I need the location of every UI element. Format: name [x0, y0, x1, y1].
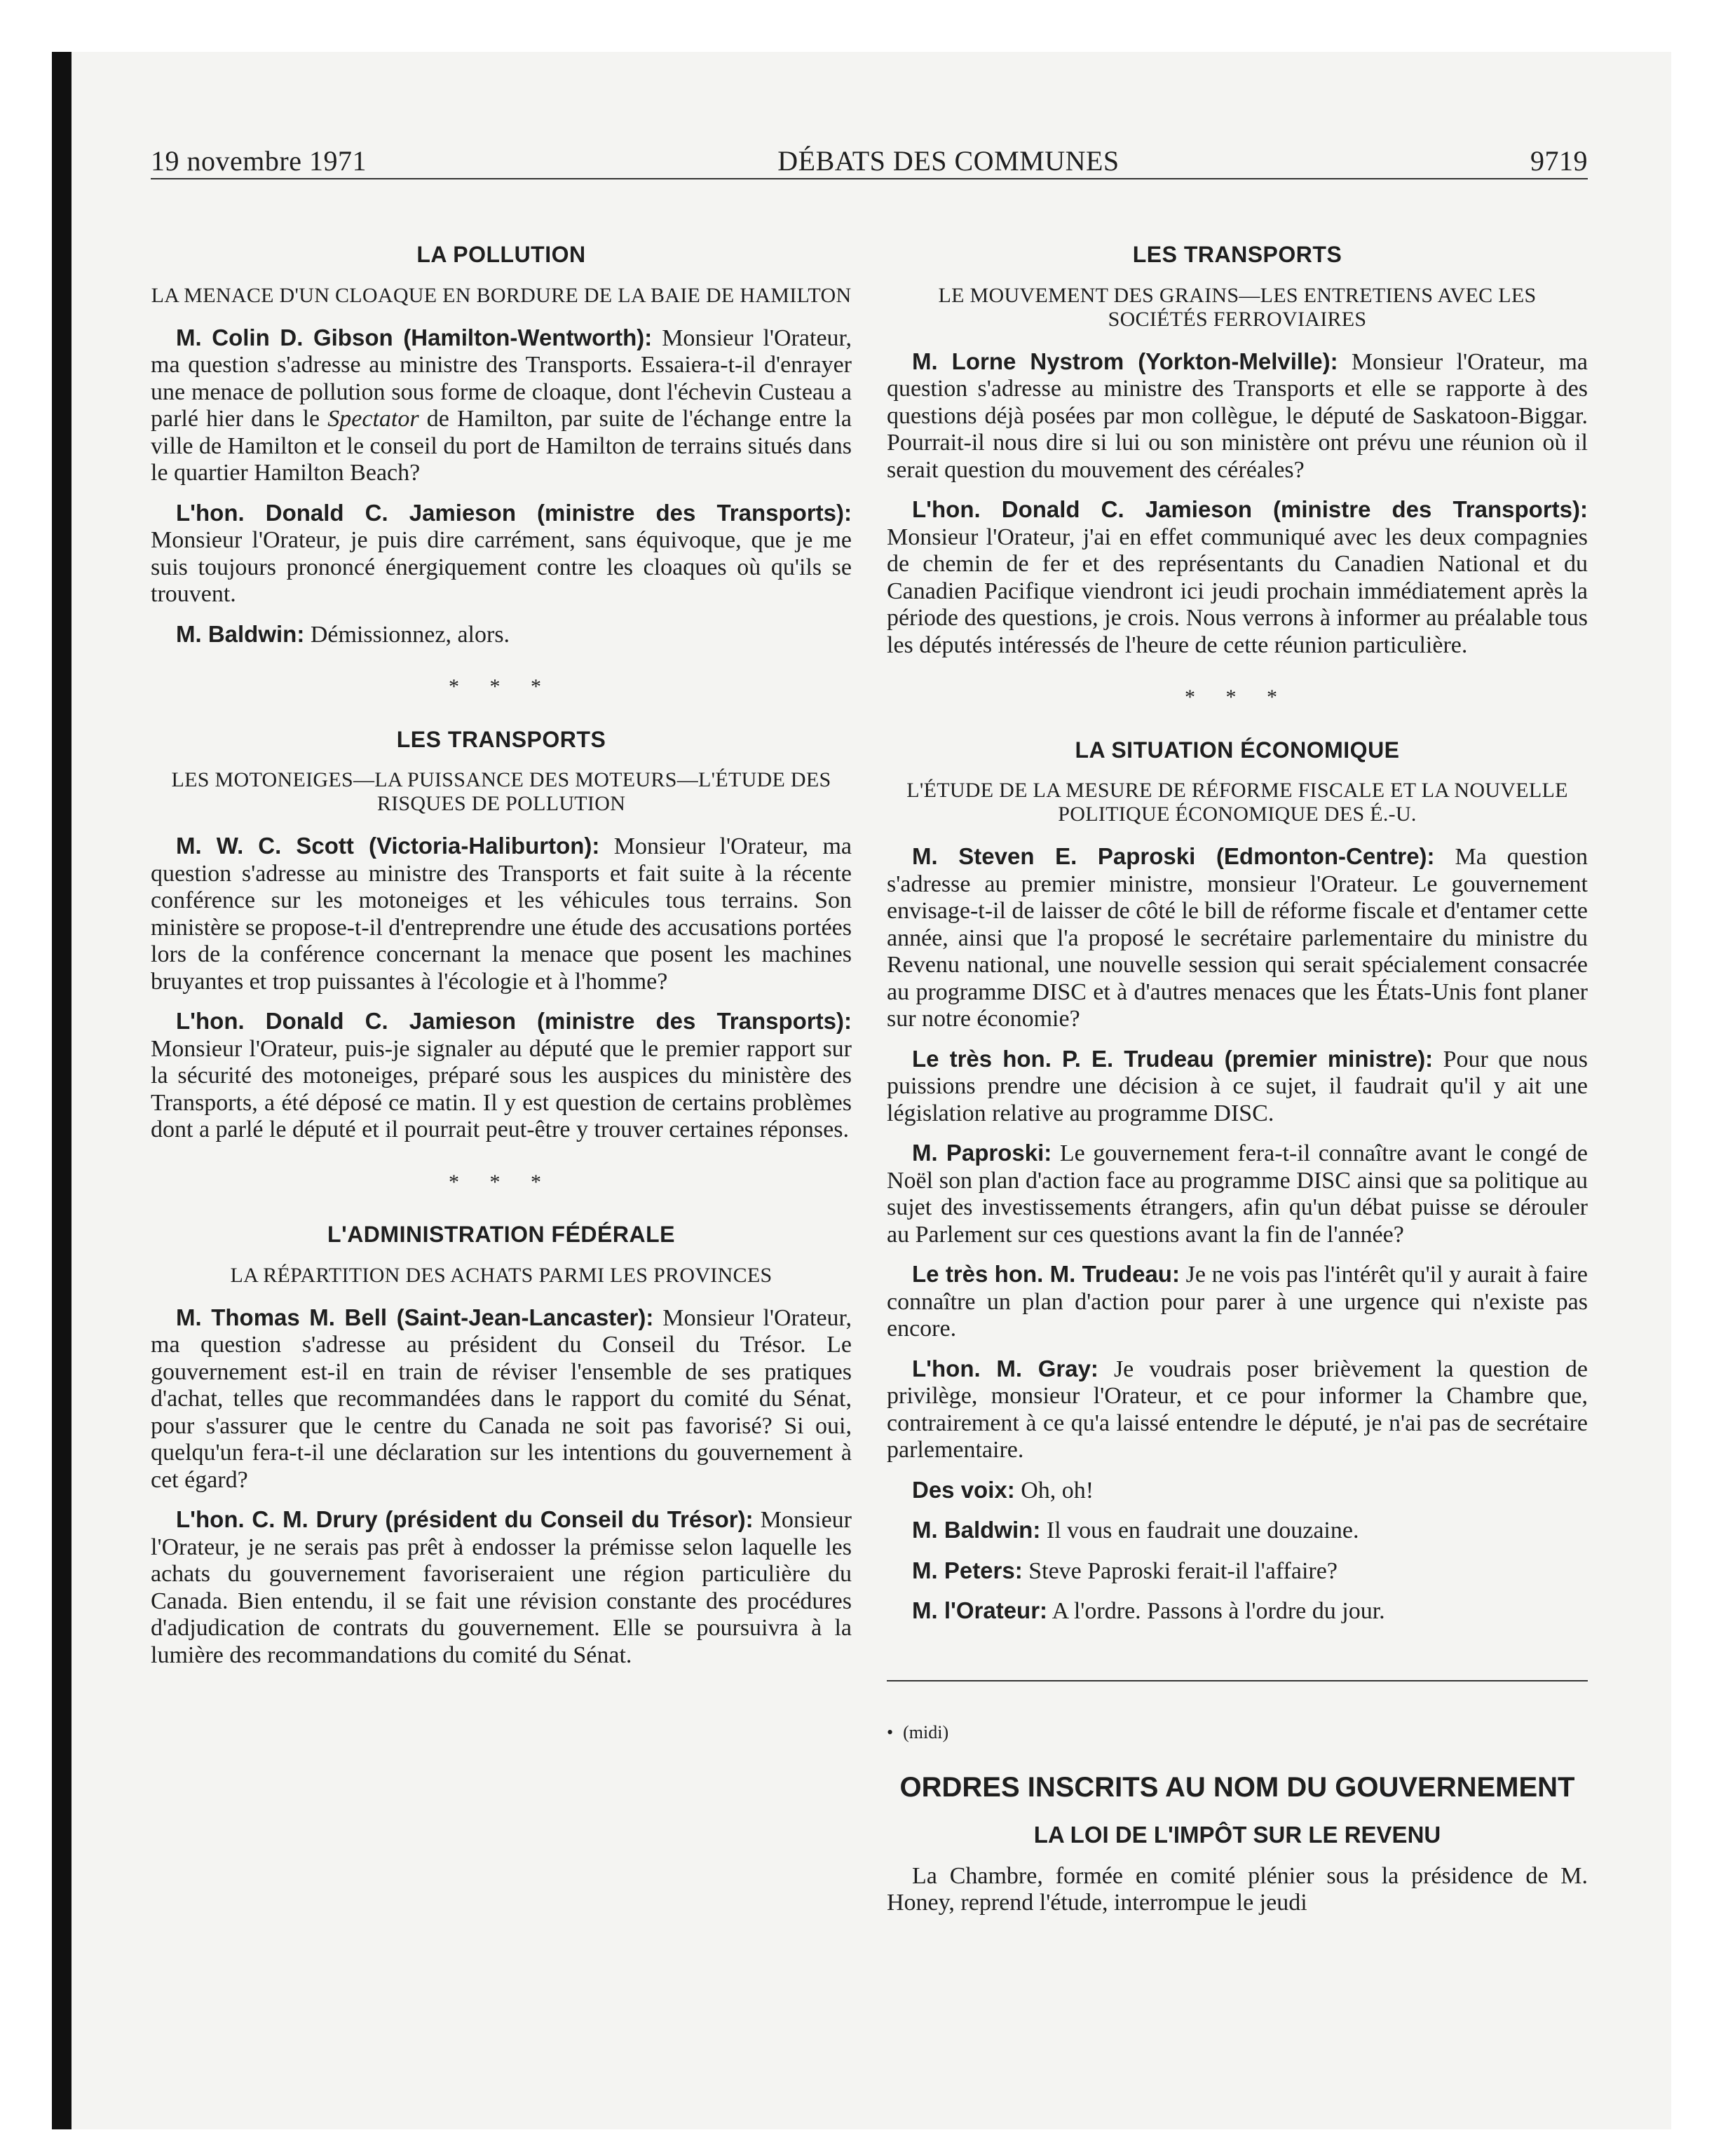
orders-title: ORDRES INSCRITS AU NOM DU GOUVERNEMENT	[899, 1772, 1575, 1803]
bullet-icon: •	[887, 1721, 894, 1742]
speaker: M. Steven E. Paproski (Edmonton-Centre):	[912, 843, 1435, 869]
law-title: LA LOI DE L'IMPÔT SUR LE REVENU	[1033, 1822, 1441, 1848]
paragraph: M. Steven E. Paproski (Edmonton-Centre): Ma question s'adresse au premier ministre, monsieur l'Orateur. Le gouvernement envisage-t-il de laisser de côté le bill de réforme fiscale et d'entamer cette année, ainsi que l'a proposé le secrétaire parlementaire du ministre du Revenu national, une nouvelle session qui serait spécialement consacrée au programme DISC et à d'autres menaces que les États-Unis font planer sur notre économie?	[887, 843, 1588, 1032]
time-label: (midi)	[903, 1721, 949, 1742]
speaker: Le très hon. P. E. Trudeau (premier ministre):	[912, 1045, 1434, 1072]
speaker: M. Thomas M. Bell (Saint-Jean-Lancaster):	[176, 1304, 654, 1330]
paragraph: M. l'Orateur: A l'ordre. Passons à l'ordre du jour.	[912, 1597, 1385, 1624]
speaker: L'hon. Donald C. Jamieson (ministre des Transports):	[912, 496, 1588, 522]
page-header	[151, 147, 1588, 175]
speaker: L'hon. C. M. Drury (président du Conseil du Trésor):	[176, 1506, 754, 1532]
speaker: M. Peters:	[912, 1557, 1023, 1583]
section-subtitle: LES MOTONEIGES—LA PUISSANCE DES MOTEURS—L'ÉTUDE DES RISQUES DE POLLUTION	[171, 768, 831, 815]
speaker: M. Lorne Nystrom (Yorkton-Melville):	[912, 348, 1338, 374]
speaker: L'hon. Donald C. Jamieson (ministre des Transports):	[176, 499, 852, 526]
paragraph: M. W. C. Scott (Victoria-Haliburton): Monsieur l'Orateur, ma question s'adresse au ministre des Transports et fait suite à la récente conférence sur les motoneiges et les véhicules tous terrains. Son ministère se propose-t-il d'entreprendre une étude des accusations portées lors de la conférence concernant la menace que posent les machines bruyantes et trop puissantes à l'écologie et à l'homme?	[151, 833, 852, 995]
header-rule	[151, 178, 1588, 179]
paragraph: M. Colin D. Gibson (Hamilton-Wentworth): Monsieur l'Orateur, ma question s'adresse au ministre des Transports. Essaiera-t-il d'enrayer une menace de pollution sous forme de cloaque, dont l'échevin Custeau a parlé hier dans le Spectator de Hamilton, par suite de l'échange entre la ville de Hamilton et le conseil du port de Hamilton de terrains situés dans le quartier Hamilton Beach?	[151, 324, 852, 486]
section-separator: * * *	[449, 675, 554, 698]
speaker: M. l'Orateur:	[912, 1597, 1048, 1623]
section-title: LA POLLUTION	[416, 242, 586, 267]
speaker: L'hon. M. Gray:	[912, 1355, 1098, 1381]
paragraph: M. Lorne Nystrom (Yorkton-Melville): Monsieur l'Orateur, ma question s'adresse au ministre des Transports et elle se rapporte à des questions déjà posées par mon collègue, le député de Saskatoon-Biggar. Pourrait-il nous dire si lui ou son ministère ont prévu une réunion où il serait question du mouvement des céréales?	[887, 348, 1588, 483]
section-title: LES TRANSPORTS	[1132, 242, 1342, 267]
speaker: M. Baldwin:	[912, 1517, 1041, 1543]
paragraph: Le très hon. M. Trudeau: Je ne vois pas l'intérêt qu'il y aurait à faire connaître un plan d'action pour parer à une urgence qui n'existe pas encore.	[887, 1261, 1588, 1342]
paragraph: M. Peters: Steve Paproski ferait-il l'affaire?	[912, 1557, 1338, 1584]
speaker: M. Paproski:	[912, 1140, 1052, 1166]
paragraph: M. Paproski: Le gouvernement fera-t-il connaître avant le congé de Noël son plan d'action face au programme DISC ainsi que sa politique au sujet des investissements étrangers, afin qu'un débat puisse se dérouler au Parlement sur ces questions avant la fin de l'année?	[887, 1140, 1588, 1248]
speaker: Des voix:	[912, 1476, 1015, 1503]
section-separator: * * *	[1185, 685, 1290, 709]
speaker: L'hon. Donald C. Jamieson (ministre des Transports):	[176, 1008, 852, 1034]
paragraph: Des voix: Oh, oh!	[912, 1476, 1094, 1503]
section-subtitle: LA RÉPARTITION DES ACHATS PARMI LES PROVINCES	[230, 1263, 773, 1287]
header-page-number: 9719	[1530, 145, 1588, 177]
section-separator: * * *	[449, 1170, 554, 1194]
paragraph: M. Baldwin: Démissionnez, alors.	[176, 620, 510, 648]
header-title: DÉBATS DES COMMUNES	[777, 145, 1120, 177]
header-date: 19 novembre 1971	[151, 145, 367, 177]
publication-name: Spectator	[327, 406, 419, 432]
speaker: M. W. C. Scott (Victoria-Haliburton):	[176, 833, 600, 859]
paragraph: M. Baldwin: Il vous en faudrait une douzaine.	[912, 1517, 1359, 1543]
time-marker	[887, 1719, 1588, 1747]
speaker: Le très hon. M. Trudeau:	[912, 1261, 1180, 1287]
section-rule	[887, 1680, 1588, 1681]
paragraph: L'hon. Donald C. Jamieson (ministre des Transports): Monsieur l'Orateur, puis-je signaler au député que le premier rapport sur la sécurité des motoneiges, préparé sous les auspices du ministère des Transports, a été déposé ce matin. Il y est question de certains problèmes dont a parlé le député et il pourrait peut-être y trouver certaines réponses.	[151, 1008, 852, 1142]
paragraph: L'hon. Donald C. Jamieson (ministre des Transports): Monsieur l'Orateur, j'ai en effet communiqué avec les deux compagnies de chemin de fer et des représentants du Canadien National et du Canadien Pacifique viendront ici jeudi prochain immédiatement après la période des questions, je crois. Nous verrons à informer au préalable tous les députés intéressés de l'heure de cette réunion particulière.	[887, 496, 1588, 658]
section-title: L'ADMINISTRATION FÉDÉRALE	[327, 1222, 675, 1247]
scan-edge	[52, 52, 72, 2129]
speaker: M. Colin D. Gibson (Hamilton-Wentworth):	[176, 324, 653, 350]
paragraph: L'hon. Donald C. Jamieson (ministre des Transports): Monsieur l'Orateur, je puis dire carrément, sans équivoque, que je me suis toujours prononcé énergiquement contre les cloaques où qu'ils se trouvent.	[151, 499, 852, 607]
section-subtitle: LA MENACE D'UN CLOAQUE EN BORDURE DE LA BAIE DE HAMILTON	[151, 283, 852, 307]
section-title: LA SITUATION ÉCONOMIQUE	[1075, 737, 1400, 763]
paragraph: Le très hon. P. E. Trudeau (premier ministre): Pour que nous puissions prendre une décision à ce sujet, il faudrait qu'il y ait une législation relative au programme DISC.	[887, 1045, 1588, 1126]
section-subtitle: LE MOUVEMENT DES GRAINS—LES ENTRETIENS AVEC LES SOCIÉTÉS FERROVIAIRES	[938, 283, 1537, 331]
paragraph: La Chambre, formée en comité plénier sous la présidence de M. Honey, reprend l'étude, interrompue le jeudi	[887, 1862, 1588, 1916]
paragraph: L'hon. M. Gray: Je voudrais poser brièvement la question de privilège, monsieur l'Orateur, et ce pour informer la Chambre que, contrairement à ce qu'a laissé entendre le député, je n'ai pas de secrétaire parlementaire.	[887, 1355, 1588, 1463]
left-column	[151, 231, 852, 1669]
speaker: M. Baldwin:	[176, 620, 305, 647]
section-subtitle: L'ÉTUDE DE LA MESURE DE RÉFORME FISCALE ET LA NOUVELLE POLITIQUE ÉCONOMIQUE DES É.-U.	[906, 779, 1568, 826]
right-column	[887, 231, 1588, 1917]
paragraph: L'hon. C. M. Drury (président du Conseil du Trésor): Monsieur l'Orateur, je ne serais pas prêt à endosser la prémisse selon laquelle les achats du gouvernement favoriseraient une région particulière du Canada. Bien entendu, il se fait une révision constante des procédures d'adjudication de contrats du gouvernement. Elle se poursuivra à la lumière des recommandations du comité du Sénat.	[151, 1506, 852, 1668]
section-title: LES TRANSPORTS	[396, 726, 606, 752]
paragraph: M. Thomas M. Bell (Saint-Jean-Lancaster): Monsieur l'Orateur, ma question s'adresse au président du Conseil du Trésor. Le gouvernement est-il en train de réviser l'ensemble de ses pratiques d'achat, telles que recommandées dans le rapport du comité du Sénat, pour s'assurer que le centre du Canada ne soit pas favorisé? Si oui, quelqu'un fera-t-il une déclaration sur les intentions du gouvernement à cet égard?	[151, 1304, 852, 1493]
